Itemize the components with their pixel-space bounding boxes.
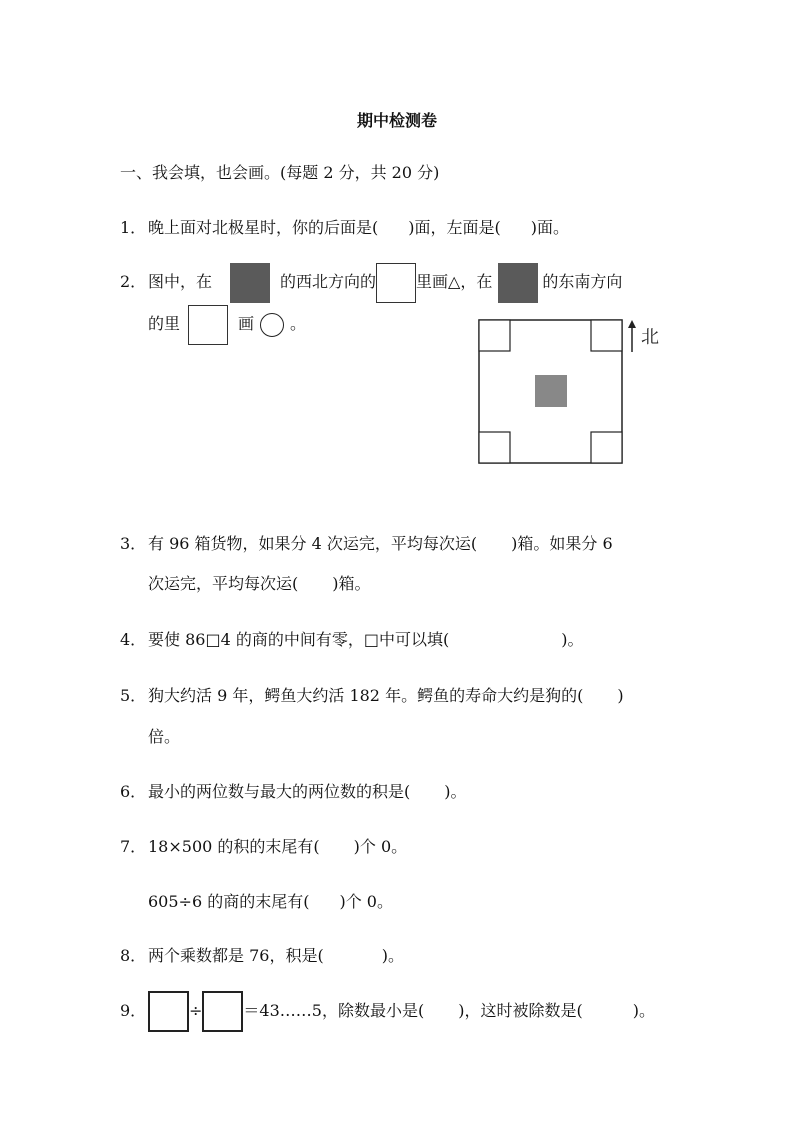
question-text: 。 xyxy=(290,314,307,333)
corner-square-sw[interactable] xyxy=(479,432,510,463)
center-gray-square xyxy=(535,375,567,407)
question-text: 狗大约活 9 年，鳄鱼大约活 182 年。鳄鱼的寿命大约是狗的( xyxy=(148,686,584,705)
question-number: 7． xyxy=(120,837,147,856)
question-2-line-2 xyxy=(148,304,306,345)
section-heading: 一、我会填，也会画。(每题 2 分，共 20 分) xyxy=(120,163,440,182)
question-text: )个 0。 xyxy=(353,837,408,856)
question-text: )。 xyxy=(381,946,404,965)
question-text: 里画△，在 xyxy=(416,272,493,291)
divisor-box[interactable] xyxy=(202,991,243,1032)
gray-square-icon xyxy=(230,263,270,303)
question-text: 有 96 箱货物，如果分 4 次运完，平均每次运( xyxy=(148,534,478,553)
question-5 xyxy=(120,686,624,706)
question-text: ) xyxy=(617,686,624,705)
question-text: )面，左面是( xyxy=(408,218,501,237)
question-number: 2． xyxy=(120,272,147,291)
question-3 xyxy=(120,534,613,554)
question-text: 18×500 的积的末尾有( xyxy=(148,837,320,856)
dividend-box[interactable] xyxy=(148,991,189,1032)
gray-square-icon xyxy=(498,263,538,303)
question-text: 次运完，平均每次运( xyxy=(148,574,299,593)
white-square-icon xyxy=(376,263,416,303)
corner-square-ne[interactable] xyxy=(591,320,622,351)
question-text: 图中，在 xyxy=(148,272,213,291)
corner-square-se[interactable] xyxy=(591,432,622,463)
question-number: 4． xyxy=(120,630,147,649)
question-2 xyxy=(120,262,622,303)
direction-figure xyxy=(470,312,670,472)
question-9 xyxy=(120,990,655,1032)
question-text: )箱。如果分 6 xyxy=(511,534,613,553)
question-text: 的西北方向的 xyxy=(280,272,377,291)
question-8 xyxy=(120,946,404,966)
question-1 xyxy=(120,218,569,238)
question-7-line-2 xyxy=(148,892,393,912)
question-text: 最小的两位数与最大的两位数的积是( xyxy=(148,782,411,801)
question-text: )个 0。 xyxy=(339,892,393,911)
circle-icon xyxy=(260,313,284,337)
question-number: 9． xyxy=(120,1001,147,1020)
question-3-line-2 xyxy=(148,574,371,594)
question-text: )。 xyxy=(561,630,584,649)
north-label: 北 xyxy=(641,327,659,348)
question-text: )。 xyxy=(444,782,467,801)
arrow-head-icon xyxy=(628,320,636,328)
divide-sign: ÷ xyxy=(189,1001,203,1020)
question-number: 5． xyxy=(120,686,147,705)
question-text: ＝43……5，除数最小是( xyxy=(243,1001,425,1020)
question-text: 要使 86□4 的商的中间有零，□中可以填( xyxy=(148,630,450,649)
question-5-line-2: 倍。 xyxy=(148,727,181,746)
question-text: 晚上面对北极星时，你的后面是( xyxy=(148,218,379,237)
question-number: 1． xyxy=(120,218,147,237)
white-square-icon xyxy=(188,305,228,345)
question-text: 两个乘数都是 76，积是( xyxy=(148,946,324,965)
question-text: )箱。 xyxy=(332,574,371,593)
corner-square-nw[interactable] xyxy=(479,320,510,351)
question-text: 605÷6 的商的末尾有( xyxy=(148,892,310,911)
question-number: 6． xyxy=(120,782,147,801)
question-4 xyxy=(120,630,583,650)
question-text: 画 xyxy=(238,314,255,333)
question-number: 3． xyxy=(120,534,147,553)
question-text: )面。 xyxy=(530,218,569,237)
question-text: 的东南方向 xyxy=(542,272,623,291)
question-7 xyxy=(120,837,407,857)
question-6 xyxy=(120,782,467,802)
question-text: )。 xyxy=(632,1001,655,1020)
question-number: 8． xyxy=(120,946,147,965)
page-title: 期中检测卷 xyxy=(356,111,437,130)
question-text: 的里 xyxy=(148,314,181,333)
question-text: )，这时被除数是( xyxy=(458,1001,583,1020)
